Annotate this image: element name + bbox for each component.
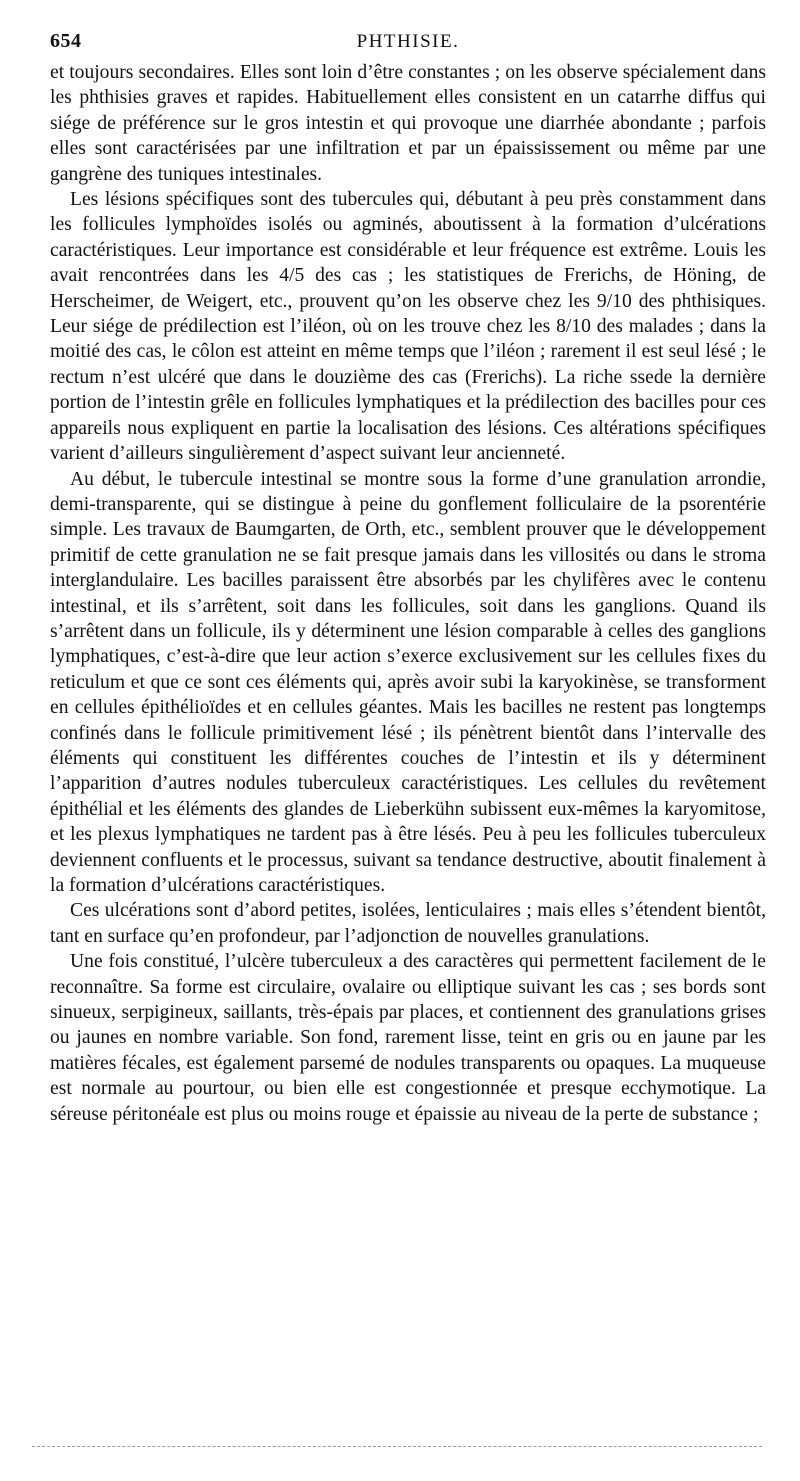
body-text — [50, 60, 766, 1127]
paragraph-continuation: et toujours secondaires. Elles sont loin d’être constantes ; on les observe spécialement dans les phthisies graves et rapides. Habituellement elles consistent en un catarrhe diffus qui siége de préférence sur le gros intestin et qui provoque une diarrhée abondante ; parfois elles sont caractérisées par une infiltration et par un épaississement ou même par une gangrène des tuniques intestinales. — [50, 62, 766, 185]
paragraph-tubercule-intestinal: Au début, le tubercule intestinal se montre sous la forme d’une granulation arrondie, demi-transparente, qui se distingue à peine du gonflement folliculaire de la psorentérie simple. Les travaux de Baumgarten, de Orth, etc., semblent prouver que le développement primitif de cette granulation ne se fait presque jamais dans les villosités ou dans le stroma interglandulaire. Les bacilles paraissent être absorbés par les chylifères avec le contenu intestinal, et ils s’arrêtent, soit dans les follicules, soit dans les ganglions. Quand ils s’arrêtent dans un follicule, ils y déterminent une lésion comparable à celles des ganglions lymphatiques, c’est-à-dire que leur action s’exerce exclusivement sur les cellules fixes du reticulum et que ce sont ces éléments qui, après avoir subi la karyokinèse, se transforment en cellules épithélioïdes et en cellules géantes. Mais les bacilles ne restent pas longtemps confinés dans le follicule primitivement lésé ; ils pénètrent bientôt dans l’intervalle des éléments qui constituent les différentes couches de l’intestin et ils y déterminent l’apparition d’autres nodules tuberculeux caractéristiques. Les cellules du revêtement épithélial et les éléments des glandes de Lieberkühn subissent eux-mêmes la karyomitose, et les plexus lymphatiques ne tardent pas à être lésés. Peu à peu les follicules tuberculeux deviennent confluents et le processus, suivant sa tendance destructive, aboutit finalement à la formation d’ulcérations caractéristiques. — [50, 468, 766, 896]
running-title: PHTHISIE. — [356, 31, 460, 52]
book-page — [50, 28, 766, 1127]
paragraph-ulcere-tuberculeux: Une fois constitué, l’ulcère tuberculeux a des caractères qui permettent facilement de le reconnaître. Sa forme est circulaire, ovalaire ou elliptique suivant les cas ; ses bords sont sinueux, serpigineux, saillants, très-épais par places, et contiennent des granulations grises ou jaunes en nombre variable. Son fond, rarement lisse, teint en gris ou en jaune par les matières fécales, est également parsemé de nodules transparents ou opaques. La muqueuse est normale au pourtour, ou bien elle est congestionnée et presque ecchymotique. La séreuse péritonéale est plus ou moins rouge et épaissie au niveau de la perte de substance ; — [50, 951, 766, 1125]
paragraph-lesions-specifiques: Les lésions spécifiques sont des tubercules qui, débutant à peu près constamment dans les follicules lymphoïdes isolés ou agminés, aboutissent à la formation d’ulcérations caractéristiques. Leur importance est considérable et leur fréquence est extrême. Louis les avait rencontrées dans les 4/5 des cas ; les statistiques de Frerichs, de Höning, de Herscheimer, de Weigert, etc., prouvent qu’on les observe chez les 9/10 des phthisiques. Leur siége de prédilection est l’iléon, où on les trouve chez les 8/10 des malades ; dans la moitié des cas, le côlon est atteint en même temps que l’iléon ; rarement il est seul lésé ; le rectum n’est ulcéré que dans le douzième des cas (Frerichs). La riche ssede la dernière portion de l’intestin grêle en follicules lymphatiques et la prédilection des bacilles pour ces appareils nous expliquent en partie la localisation des lésions. Ces altérations spécifiques varient d’ailleurs singulièrement d’aspect suivant leur ancienneté. — [50, 189, 766, 465]
page-header — [50, 28, 766, 58]
page-number: 654 — [50, 30, 82, 52]
bottom-dotted-rule — [32, 1446, 762, 1447]
paragraph-ulcerations: Ces ulcérations sont d’abord petites, isolées, lenticulaires ; mais elles s’étendent bientôt, tant en surface qu’en profondeur, par l’adjonction de nouvelles granulations. — [50, 900, 766, 947]
